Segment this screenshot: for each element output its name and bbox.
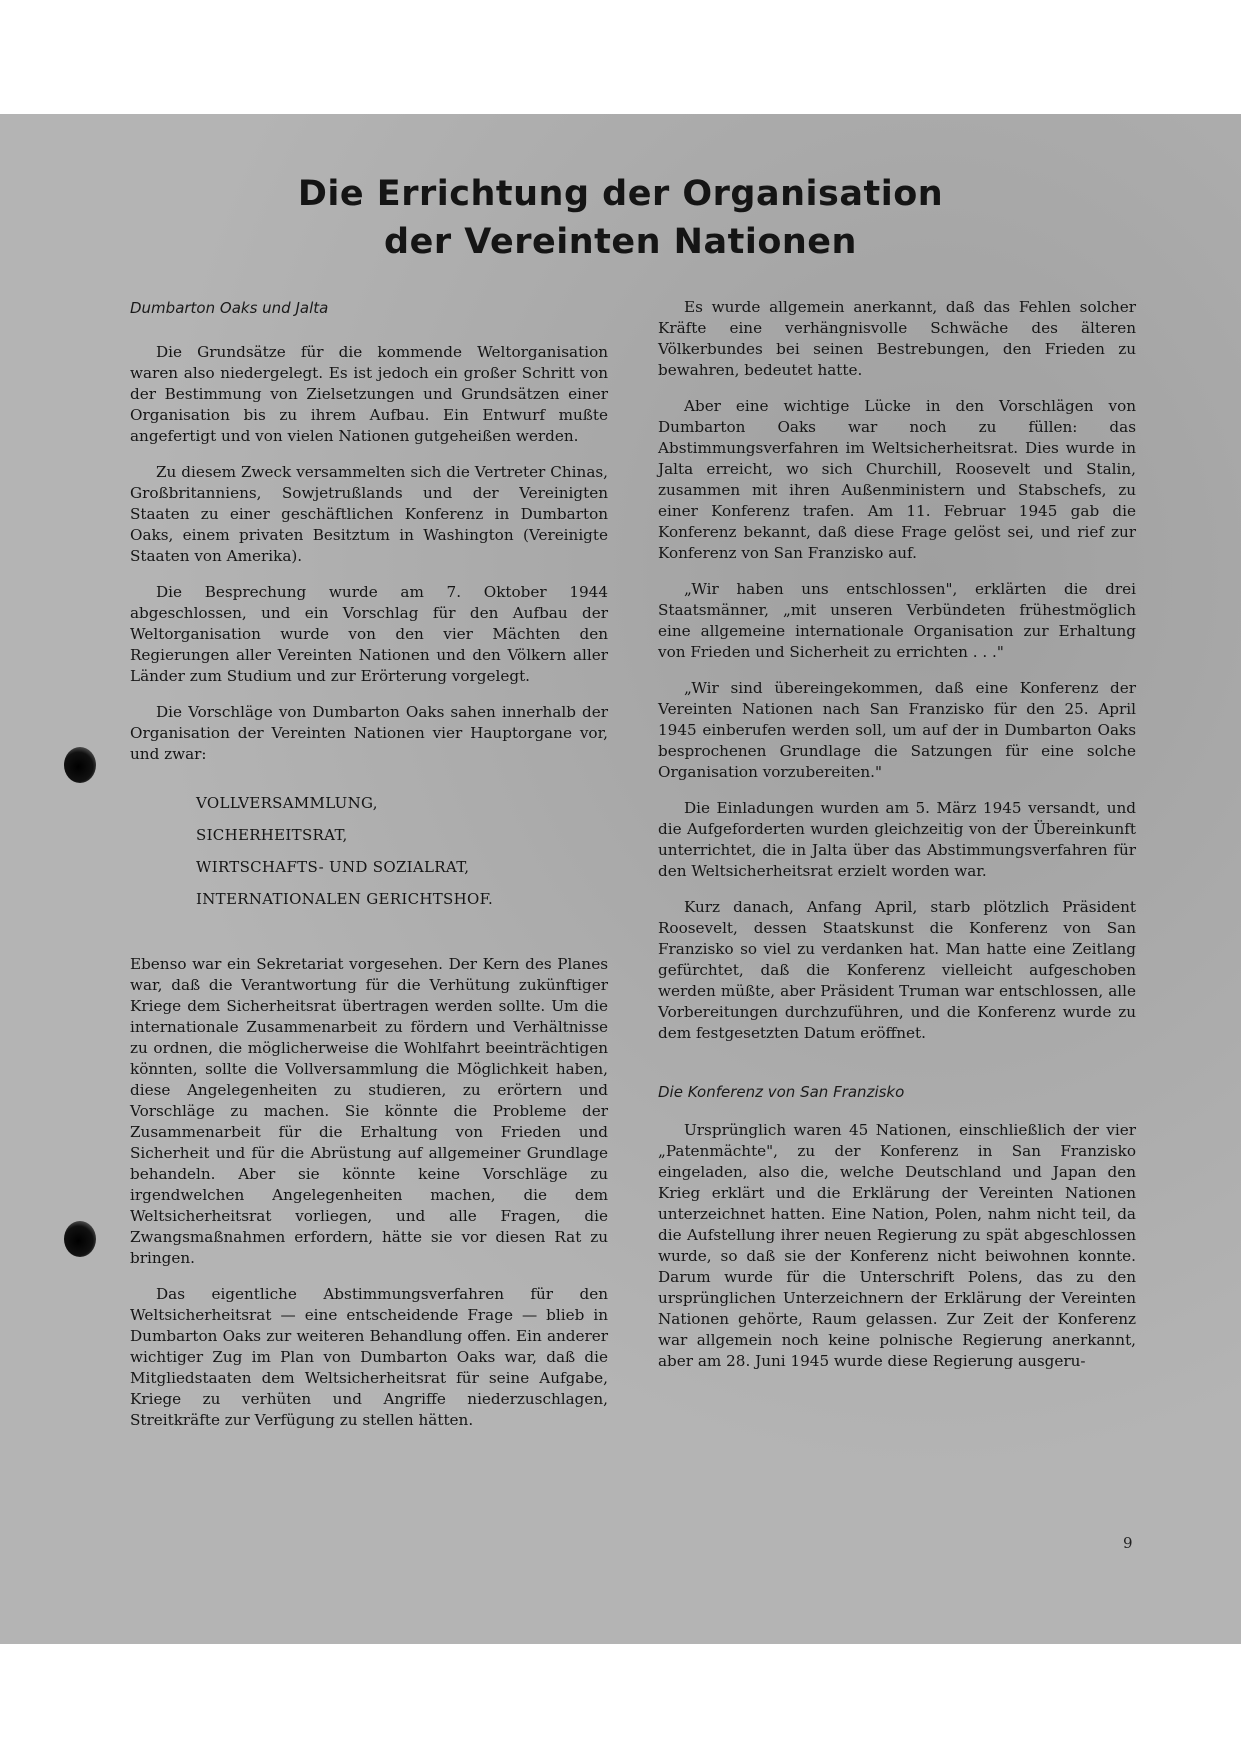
punch-hole	[64, 1221, 96, 1257]
paragraph: Ebenso war ein Sekretariat vorgesehen. Der Kern des Planes war, daß die Verantwortung für die Verhütung zukünftiger Kriege dem Sicherheitsrat übertragen werden sollte. Um die internationale Zusammenarbeit zu fördern und Verhältnisse zu ordnen, die möglicherweise die Wohlfahrt beeinträchtigen könnten, sollte die Vollversammlung die Möglichkeit haben, diese Angelegenheiten zu studieren, zu erörtern und Vorschläge zu machen. Sie könnte die Probleme der Zusammenarbeit für die Erhaltung von Frieden und Sicherheit und für die Abrüstung auf allgemeiner Grundlage behandeln. Aber sie könnte keine Vorschläge zu irgendwelchen Angelegenheiten machen, die dem Weltsicherheitsrat vorliegen, und alle Fragen, die Zwangsmaßnahmen erfordern, hätte sie vor diesen Rat zu bringen.	[130, 955, 608, 1267]
paragraph: „Wir sind übereingekommen, daß eine Konferenz der Vereinten Nationen nach San Franzisko für den 25. April 1945 einberufen werden soll, um auf der in Dumbarton Oaks besprochenen Grundlage die Satzungen für eine solche Organisation vorzubereiten."	[658, 679, 1136, 781]
title-line-2: der Vereinten Nationen	[384, 222, 857, 262]
left-column	[130, 298, 608, 1446]
title-line-1: Die Errichtung der Organisation	[297, 174, 944, 214]
paragraph: Die Grundsätze für die kommende Weltorganisation waren also niedergelegt. Es ist jedoch ein großer Schritt von der Bestimmung von Zielsetzungen und Grundsätzen einer Organisation bis zu ihrem Aufbau. Ein Entwurf mußte angefertigt und von vielen Nationen gutgeheißen werden.	[130, 343, 608, 445]
section-heading-san-franzisko: Die Konferenz von San Franzisko	[658, 1083, 905, 1101]
paragraph: Ursprünglich waren 45 Nationen, einschließlich der vier „Patenmächte", zu der Konferenz in San Franzisko eingeladen, also die, welche Deutschland und Japan den Krieg erklärt und die Erklärung der Vereinten Nationen unterzeichnet hatten. Eine Nation, Polen, nahm nicht teil, da die Aufstellung ihrer neuen Regierung zu spät abgeschlossen wurde, so daß sie der Konferenz nicht beiwohnen konnte. Darum wurde für die Unterschrift Polens, das zu den ursprünglichen Unterzeichnern der Erklärung der Vereinten Nationen gehörte, Raum gelassen. Zur Zeit der Konferenz war allgemein noch keine polnische Regierung anerkannt, aber am 28. Juni 1945 wurde diese Regierung ausgeru-	[658, 1121, 1136, 1370]
page-number: 9	[1123, 1534, 1133, 1552]
list-item: VOLLVERSAMMLUNG,	[196, 794, 378, 812]
paragraph: „Wir haben uns entschlossen", erklärten die drei Staatsmänner, „mit unseren Verbündeten frühestmöglich eine allgemeine internationale Organisation zur Erhaltung von Frieden und Sicherheit zu errichten . . ."	[658, 580, 1136, 661]
paragraph: Aber eine wichtige Lücke in den Vorschlägen von Dumbarton Oaks war noch zu füllen: das Abstimmungsverfahren im Weltsicherheitsrat. Dies wurde in Jalta erreicht, wo sich Churchill, Roosevelt und Stalin, zusammen mit ihren Außenministern und Stabschefs, zu einer Konferenz trafen. Am 11. Februar 1945 gab die Konferenz bekannt, daß diese Frage gelöst sei, und rief zur Konferenz von San Franzisko auf.	[658, 397, 1136, 562]
list-item: INTERNATIONALEN GERICHTSHOF.	[196, 890, 494, 908]
paragraph: Die Besprechung wurde am 7. Oktober 1944 abgeschlossen, und ein Vorschlag für den Aufbau der Weltorganisation wurde von den vier Mächten den Regierungen aller Vereinten Nationen und den Völkern aller Länder zum Studium und zur Erörterung vorgelegt.	[130, 583, 608, 685]
paragraph: Zu diesem Zweck versammelten sich die Vertreter Chinas, Großbritanniens, Sowjetrußlands und der Vereinigten Staaten zu einer geschäftlichen Konferenz in Dumbarton Oaks, einem privaten Besitztum in Washington (Vereinigte Staaten von Amerika).	[130, 463, 608, 565]
paragraph: Die Einladungen wurden am 5. März 1945 versandt, und die Aufgeforderten wurden gleichzeitig von der Übereinkunft unterrichtet, die in Jalta über das Abstimmungsverfahren für den Weltsicherheitsrat erzielt worden war.	[658, 799, 1136, 880]
right-column	[658, 297, 1136, 1387]
section-heading-dumbarton: Dumbarton Oaks und Jalta	[130, 299, 329, 317]
punch-hole	[64, 747, 96, 783]
list-item: WIRTSCHAFTS- UND SOZIALRAT,	[196, 858, 470, 876]
paragraph: Die Vorschläge von Dumbarton Oaks sahen innerhalb der Organisation der Vereinten Nationen vier Hauptorgane vor, und zwar:	[130, 703, 608, 763]
paragraph: Es wurde allgemein anerkannt, daß das Fehlen solcher Kräfte eine verhängnisvolle Schwäche des älteren Völkerbundes bei seinen Bestrebungen, den Frieden zu bewahren, bedeutet hatte.	[658, 298, 1136, 379]
list-item: SICHERHEITSRAT,	[196, 826, 348, 844]
main-organs-list	[196, 793, 608, 910]
paragraph: Kurz danach, Anfang April, starb plötzlich Präsident Roosevelt, dessen Staatskunst die Konferenz von San Franzisko so viel zu verdanken hat. Man hatte eine Zeitlang gefürchtet, daß die Konferenz vielleicht aufgeschoben werden müßte, aber Präsident Truman war entschlossen, alle Vorbereitungen durchzuführen, und die Konferenz wurde zu dem festgesetzten Datum eröffnet.	[658, 898, 1136, 1042]
paragraph: Das eigentliche Abstimmungsverfahren für den Weltsicherheitsrat — eine entscheidende Frage — blieb in Dumbarton Oaks zur weiteren Behandlung offen. Ein anderer wichtiger Zug im Plan von Dumbarton Oaks war, daß die Mitgliedstaaten dem Weltsicherheitsrat für seine Aufgabe, Kriege zu verhüten und Angriffe niederzuschlagen, Streitkräfte zur Verfügung zu stellen hätten.	[130, 1285, 608, 1429]
page-title	[0, 170, 1241, 266]
